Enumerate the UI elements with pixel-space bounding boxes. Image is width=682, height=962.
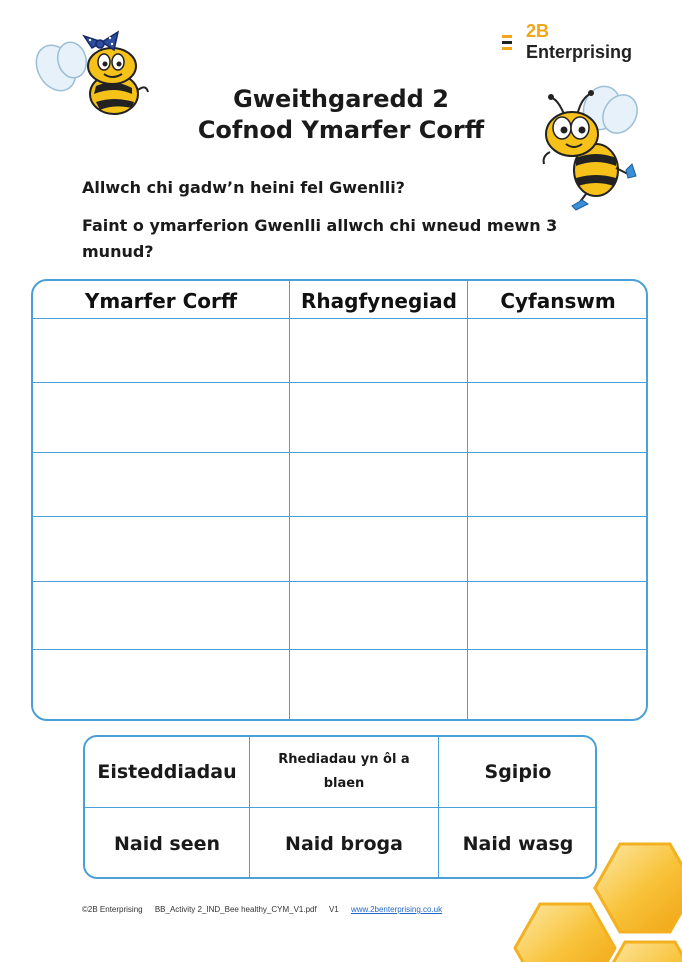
option-shuttle-runs-line1: Rhediadau yn ôl a [278, 752, 410, 767]
option-frog-jump: Naid broga [285, 832, 403, 855]
footer-filename: BB_Activity 2_IND_Bee healthy_CYM_V1.pdf [154, 905, 317, 914]
option-shuttle-runs [250, 737, 438, 807]
brand-logo-name: Enterprising [526, 42, 633, 62]
option-star-jump: Naid seen [113, 832, 221, 855]
option-shuttle-runs-line2: blaen [323, 776, 365, 791]
footer-copyright: ©2B Enterprising [82, 905, 143, 914]
honeycomb-decoration [480, 838, 682, 962]
question-1: Allwch chi gadw’n heini fel Gwenlli? [82, 178, 405, 197]
brand-logo-number: 2B [526, 21, 550, 41]
table-row-5[interactable] [33, 582, 648, 649]
brand-logo-mark [500, 31, 522, 53]
option-squats: Eisteddiadau [97, 761, 237, 783]
question-2-line1: Faint o ymarferion Gwenlli allwch chi wneud mewn 3 [82, 216, 558, 235]
option-press-jump: Naid wasg [462, 832, 574, 855]
column-header-prediction: Rhagfynegiad [301, 289, 457, 313]
brand-logo [500, 21, 660, 62]
table-row-4[interactable] [33, 517, 648, 581]
bee-running-illustration [536, 84, 646, 212]
footer-version: V1 [328, 905, 339, 914]
footer-website-link[interactable]: www.2benterprising.co.uk [350, 905, 443, 914]
page-footer [82, 905, 452, 914]
table-row-3[interactable] [33, 453, 648, 516]
table-row-2[interactable] [33, 383, 648, 452]
question-2-line2: munud? [82, 242, 154, 261]
option-skipping: Sgipio [484, 761, 552, 783]
exercise-record-table [31, 279, 648, 721]
table-row-6[interactable] [33, 650, 648, 719]
page-title-line2: Cofnod Ymarfer Corff [197, 116, 485, 144]
column-header-total: Cyfanswm [500, 289, 616, 313]
column-header-exercise: Ymarfer Corff [84, 289, 238, 313]
table-row-1[interactable] [33, 319, 648, 382]
page-title-line1: Gweithgaredd 2 [233, 85, 449, 113]
